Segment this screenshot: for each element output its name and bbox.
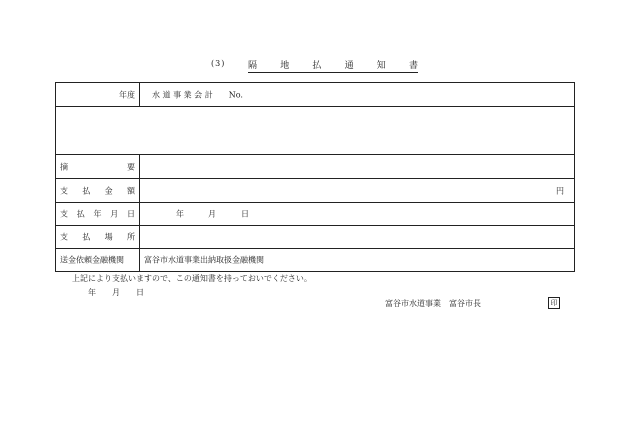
label-char: 支 (60, 186, 68, 195)
payment-date-label (60, 209, 135, 220)
title-char: 通 (344, 61, 354, 71)
fiscal-year-label: 年度 (119, 90, 135, 99)
title-char: 隔 (248, 61, 258, 71)
remittance-bank-label: 送金依頼金融機関 (60, 255, 124, 265)
document-number: (3) (211, 59, 226, 68)
amount-unit: 円 (556, 186, 564, 195)
label-char: 所 (126, 232, 135, 242)
remittance-bank-label-cell (56, 249, 140, 271)
label-char: 場 (104, 232, 113, 242)
title-char: 払 (312, 61, 322, 71)
amount-label-cell (56, 179, 140, 202)
label-char: 支 (60, 209, 68, 219)
label-char: 払 (76, 209, 85, 219)
label-char: 額 (126, 186, 135, 195)
title-char: 書 (408, 61, 418, 71)
date-day-mark: 日 (241, 209, 249, 219)
label-char: 年 (93, 209, 102, 219)
remittance-bank-value: 富谷市水道事業出納取扱金融機関 (144, 255, 264, 265)
remittance-bank-row (56, 249, 574, 271)
footer-note: 上記により支払いますので、この通知書を持っておいでください。 (72, 274, 312, 283)
amount-row (56, 179, 574, 203)
title-char: 知 (376, 61, 386, 71)
summary-label (60, 161, 135, 172)
label-char: 摘 (60, 162, 68, 171)
date-month-mark: 月 (208, 209, 216, 219)
date-year-mark: 年 (176, 209, 184, 219)
notice-form-table (55, 82, 575, 272)
label-char: 払 (82, 186, 91, 195)
title-char: 地 (280, 61, 290, 71)
fiscal-year-label-cell (56, 83, 140, 106)
amount-label (60, 185, 135, 196)
fiscal-year-row (56, 83, 574, 107)
label-char: 金 (104, 186, 113, 195)
label-char: 月 (110, 209, 119, 219)
seal-mark: 印 (548, 297, 560, 309)
summary-label-cell (56, 155, 140, 178)
payment-place-label-cell (56, 226, 140, 248)
payment-date-row (56, 203, 574, 226)
payment-place-label (60, 232, 135, 243)
payment-place-row (56, 226, 574, 249)
fiscal-account-value: 水 道 事 業 会 計 No. (152, 90, 243, 99)
label-char: 要 (127, 162, 135, 171)
label-char: 払 (82, 232, 91, 242)
payment-date-label-cell (56, 203, 140, 225)
document-title (248, 58, 418, 73)
footer-date-line: 年 月 日 (88, 288, 144, 297)
label-char: 支 (60, 232, 68, 242)
issuer-name: 富谷市水道事業 富谷市長 (385, 299, 481, 308)
label-char: 日 (127, 209, 135, 219)
payee-blank-area (56, 107, 574, 155)
summary-row (56, 155, 574, 179)
